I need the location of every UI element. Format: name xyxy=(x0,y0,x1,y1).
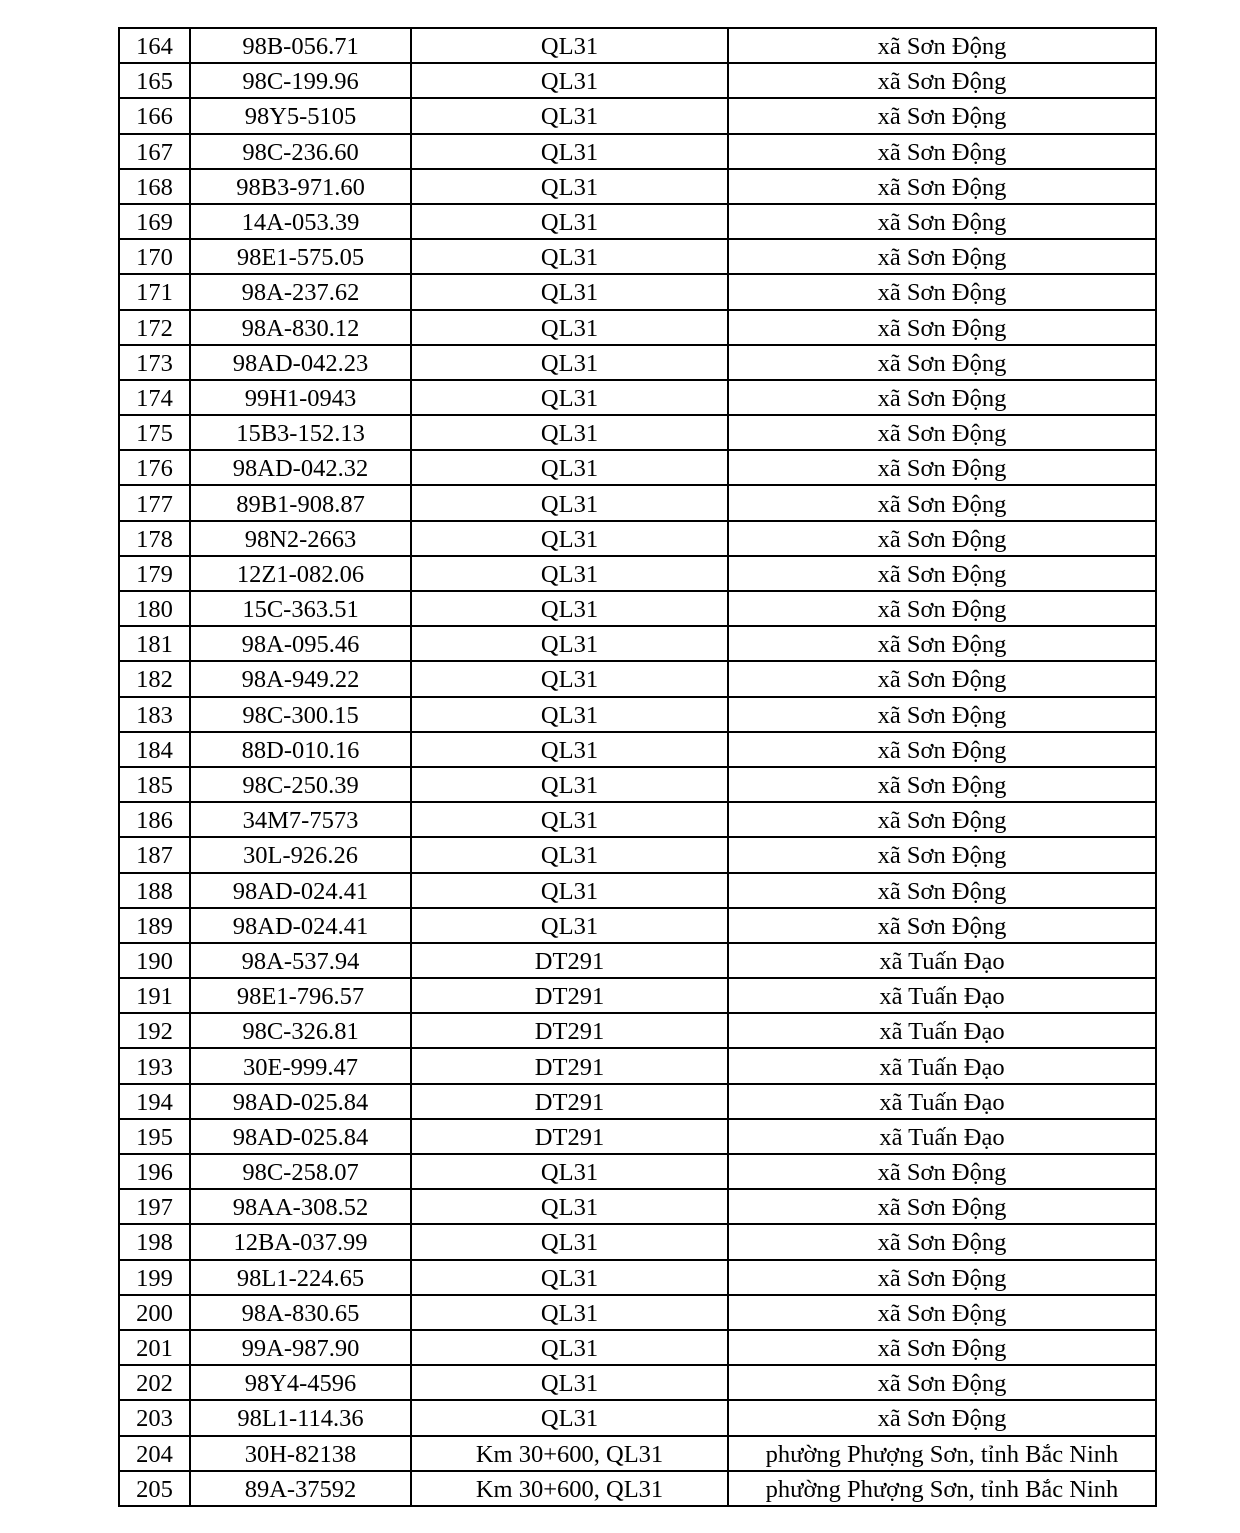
location-cell: xã Sơn Động xyxy=(728,767,1156,802)
location-cell: xã Sơn Động xyxy=(728,802,1156,837)
license-plate-cell: 98L1-114.36 xyxy=(190,1400,411,1435)
location-cell: xã Sơn Động xyxy=(728,873,1156,908)
license-plate-cell: 98A-237.62 xyxy=(190,274,411,309)
row-number-cell: 201 xyxy=(119,1330,190,1365)
table-row xyxy=(119,732,1156,767)
row-number-cell: 176 xyxy=(119,450,190,485)
table-row xyxy=(119,204,1156,239)
location-cell: xã Sơn Động xyxy=(728,626,1156,661)
row-number-cell: 194 xyxy=(119,1084,190,1119)
row-number-cell: 198 xyxy=(119,1224,190,1259)
location-cell: xã Sơn Động xyxy=(728,521,1156,556)
row-number-cell: 164 xyxy=(119,28,190,63)
document-page xyxy=(118,27,1155,1507)
license-plate-cell: 15C-363.51 xyxy=(190,591,411,626)
road-cell: DT291 xyxy=(411,1119,728,1154)
location-cell: xã Sơn Động xyxy=(728,1224,1156,1259)
road-cell: DT291 xyxy=(411,1048,728,1083)
row-number-cell: 182 xyxy=(119,661,190,696)
row-number-cell: 189 xyxy=(119,908,190,943)
row-number-cell: 192 xyxy=(119,1013,190,1048)
table-row xyxy=(119,1013,1156,1048)
row-number-cell: 186 xyxy=(119,802,190,837)
table-row xyxy=(119,1436,1156,1471)
table-row xyxy=(119,1119,1156,1154)
road-cell: QL31 xyxy=(411,1260,728,1295)
road-cell: QL31 xyxy=(411,661,728,696)
row-number-cell: 191 xyxy=(119,978,190,1013)
table-row xyxy=(119,345,1156,380)
row-number-cell: 204 xyxy=(119,1436,190,1471)
row-number-cell: 202 xyxy=(119,1365,190,1400)
license-plate-cell: 89A-37592 xyxy=(190,1471,411,1506)
road-cell: QL31 xyxy=(411,873,728,908)
location-cell: xã Sơn Động xyxy=(728,485,1156,520)
road-cell: QL31 xyxy=(411,802,728,837)
license-plate-cell: 12BA-037.99 xyxy=(190,1224,411,1259)
row-number-cell: 170 xyxy=(119,239,190,274)
license-plate-cell: 98AD-042.23 xyxy=(190,345,411,380)
table-row xyxy=(119,591,1156,626)
row-number-cell: 180 xyxy=(119,591,190,626)
road-cell: QL31 xyxy=(411,274,728,309)
road-cell: QL31 xyxy=(411,837,728,872)
license-plate-cell: 98C-199.96 xyxy=(190,63,411,98)
row-number-cell: 174 xyxy=(119,380,190,415)
road-cell: QL31 xyxy=(411,63,728,98)
table-row xyxy=(119,169,1156,204)
road-cell: QL31 xyxy=(411,521,728,556)
table-row xyxy=(119,943,1156,978)
license-plate-cell: 98B3-971.60 xyxy=(190,169,411,204)
row-number-cell: 205 xyxy=(119,1471,190,1506)
location-cell: xã Sơn Động xyxy=(728,1330,1156,1365)
license-plate-cell: 99A-987.90 xyxy=(190,1330,411,1365)
location-cell: xã Sơn Động xyxy=(728,204,1156,239)
location-cell: xã Sơn Động xyxy=(728,732,1156,767)
license-plate-cell: 98L1-224.65 xyxy=(190,1260,411,1295)
table-row xyxy=(119,98,1156,133)
row-number-cell: 193 xyxy=(119,1048,190,1083)
road-cell: QL31 xyxy=(411,1189,728,1224)
road-cell: DT291 xyxy=(411,943,728,978)
location-cell: phường Phượng Sơn, tỉnh Bắc Ninh xyxy=(728,1471,1156,1506)
location-cell: xã Tuấn Đạo xyxy=(728,1048,1156,1083)
license-plate-cell: 98C-236.60 xyxy=(190,134,411,169)
license-plate-cell: 98A-949.22 xyxy=(190,661,411,696)
table-row xyxy=(119,556,1156,591)
license-plate-cell: 98AA-308.52 xyxy=(190,1189,411,1224)
row-number-cell: 166 xyxy=(119,98,190,133)
location-cell: xã Sơn Động xyxy=(728,1365,1156,1400)
row-number-cell: 184 xyxy=(119,732,190,767)
row-number-cell: 187 xyxy=(119,837,190,872)
location-cell: xã Sơn Động xyxy=(728,1189,1156,1224)
location-cell: xã Sơn Động xyxy=(728,415,1156,450)
license-plate-cell: 30E-999.47 xyxy=(190,1048,411,1083)
row-number-cell: 173 xyxy=(119,345,190,380)
location-cell: xã Sơn Động xyxy=(728,169,1156,204)
row-number-cell: 177 xyxy=(119,485,190,520)
license-plate-cell: 98A-830.65 xyxy=(190,1295,411,1330)
road-cell: Km 30+600, QL31 xyxy=(411,1436,728,1471)
row-number-cell: 185 xyxy=(119,767,190,802)
license-plate-cell: 98AD-024.41 xyxy=(190,908,411,943)
table-row xyxy=(119,1330,1156,1365)
row-number-cell: 181 xyxy=(119,626,190,661)
table-row xyxy=(119,1471,1156,1506)
row-number-cell: 195 xyxy=(119,1119,190,1154)
table-row xyxy=(119,1295,1156,1330)
violation-vehicle-table xyxy=(118,27,1157,1507)
road-cell: QL31 xyxy=(411,485,728,520)
table-row xyxy=(119,521,1156,556)
table-row xyxy=(119,239,1156,274)
road-cell: DT291 xyxy=(411,978,728,1013)
license-plate-cell: 98AD-025.84 xyxy=(190,1119,411,1154)
license-plate-cell: 98A-537.94 xyxy=(190,943,411,978)
location-cell: xã Sơn Động xyxy=(728,661,1156,696)
road-cell: QL31 xyxy=(411,1224,728,1259)
location-cell: xã Tuấn Đạo xyxy=(728,1119,1156,1154)
location-cell: xã Tuấn Đạo xyxy=(728,978,1156,1013)
location-cell: xã Sơn Động xyxy=(728,63,1156,98)
license-plate-cell: 98N2-2663 xyxy=(190,521,411,556)
location-cell: xã Sơn Động xyxy=(728,274,1156,309)
road-cell: QL31 xyxy=(411,1154,728,1189)
table-row xyxy=(119,1189,1156,1224)
location-cell: xã Sơn Động xyxy=(728,697,1156,732)
table-row xyxy=(119,415,1156,450)
road-cell: QL31 xyxy=(411,697,728,732)
road-cell: QL31 xyxy=(411,556,728,591)
table-row xyxy=(119,1365,1156,1400)
table-row xyxy=(119,873,1156,908)
table-row xyxy=(119,767,1156,802)
location-cell: xã Sơn Động xyxy=(728,908,1156,943)
table-row xyxy=(119,450,1156,485)
location-cell: xã Sơn Động xyxy=(728,1400,1156,1435)
license-plate-cell: 98AD-042.32 xyxy=(190,450,411,485)
location-cell: xã Sơn Động xyxy=(728,345,1156,380)
row-number-cell: 200 xyxy=(119,1295,190,1330)
table-row xyxy=(119,802,1156,837)
table-row xyxy=(119,134,1156,169)
license-plate-cell: 98E1-575.05 xyxy=(190,239,411,274)
road-cell: QL31 xyxy=(411,98,728,133)
row-number-cell: 197 xyxy=(119,1189,190,1224)
row-number-cell: 188 xyxy=(119,873,190,908)
row-number-cell: 171 xyxy=(119,274,190,309)
table-row xyxy=(119,485,1156,520)
road-cell: QL31 xyxy=(411,310,728,345)
table-row xyxy=(119,978,1156,1013)
location-cell: xã Tuấn Đạo xyxy=(728,943,1156,978)
location-cell: xã Sơn Động xyxy=(728,310,1156,345)
road-cell: DT291 xyxy=(411,1013,728,1048)
license-plate-cell: 89B1-908.87 xyxy=(190,485,411,520)
location-cell: xã Sơn Động xyxy=(728,591,1156,626)
table-row xyxy=(119,1224,1156,1259)
table-row xyxy=(119,274,1156,309)
road-cell: QL31 xyxy=(411,626,728,661)
location-cell: xã Sơn Động xyxy=(728,1295,1156,1330)
road-cell: QL31 xyxy=(411,28,728,63)
license-plate-cell: 30H-82138 xyxy=(190,1436,411,1471)
location-cell: xã Tuấn Đạo xyxy=(728,1084,1156,1119)
table-row xyxy=(119,697,1156,732)
table-row xyxy=(119,1048,1156,1083)
table-row xyxy=(119,1260,1156,1295)
road-cell: QL31 xyxy=(411,1400,728,1435)
road-cell: QL31 xyxy=(411,380,728,415)
road-cell: QL31 xyxy=(411,450,728,485)
location-cell: xã Sơn Động xyxy=(728,837,1156,872)
table-row xyxy=(119,1400,1156,1435)
license-plate-cell: 15B3-152.13 xyxy=(190,415,411,450)
license-plate-cell: 14A-053.39 xyxy=(190,204,411,239)
location-cell: xã Sơn Động xyxy=(728,98,1156,133)
road-cell: QL31 xyxy=(411,1295,728,1330)
license-plate-cell: 98B-056.71 xyxy=(190,28,411,63)
location-cell: xã Sơn Động xyxy=(728,239,1156,274)
row-number-cell: 168 xyxy=(119,169,190,204)
road-cell: QL31 xyxy=(411,591,728,626)
table-row xyxy=(119,661,1156,696)
table-row xyxy=(119,380,1156,415)
road-cell: QL31 xyxy=(411,732,728,767)
license-plate-cell: 98C-326.81 xyxy=(190,1013,411,1048)
license-plate-cell: 98A-830.12 xyxy=(190,310,411,345)
location-cell: xã Sơn Động xyxy=(728,28,1156,63)
license-plate-cell: 98C-250.39 xyxy=(190,767,411,802)
table-row xyxy=(119,908,1156,943)
location-cell: xã Sơn Động xyxy=(728,450,1156,485)
location-cell: xã Sơn Động xyxy=(728,134,1156,169)
license-plate-cell: 88D-010.16 xyxy=(190,732,411,767)
table-row xyxy=(119,837,1156,872)
table-body xyxy=(119,28,1156,1506)
road-cell: QL31 xyxy=(411,204,728,239)
location-cell: xã Sơn Động xyxy=(728,1154,1156,1189)
location-cell: xã Sơn Động xyxy=(728,380,1156,415)
table-row xyxy=(119,626,1156,661)
table-row xyxy=(119,1084,1156,1119)
location-cell: xã Sơn Động xyxy=(728,1260,1156,1295)
road-cell: QL31 xyxy=(411,345,728,380)
row-number-cell: 178 xyxy=(119,521,190,556)
row-number-cell: 190 xyxy=(119,943,190,978)
location-cell: phường Phượng Sơn, tỉnh Bắc Ninh xyxy=(728,1436,1156,1471)
road-cell: QL31 xyxy=(411,134,728,169)
row-number-cell: 183 xyxy=(119,697,190,732)
license-plate-cell: 12Z1-082.06 xyxy=(190,556,411,591)
license-plate-cell: 98C-258.07 xyxy=(190,1154,411,1189)
license-plate-cell: 98AD-024.41 xyxy=(190,873,411,908)
location-cell: xã Tuấn Đạo xyxy=(728,1013,1156,1048)
license-plate-cell: 98C-300.15 xyxy=(190,697,411,732)
license-plate-cell: 98AD-025.84 xyxy=(190,1084,411,1119)
row-number-cell: 179 xyxy=(119,556,190,591)
row-number-cell: 172 xyxy=(119,310,190,345)
location-cell: xã Sơn Động xyxy=(728,556,1156,591)
road-cell: QL31 xyxy=(411,1330,728,1365)
license-plate-cell: 98Y5-5105 xyxy=(190,98,411,133)
row-number-cell: 169 xyxy=(119,204,190,239)
license-plate-cell: 98A-095.46 xyxy=(190,626,411,661)
table-row xyxy=(119,310,1156,345)
table-row xyxy=(119,28,1156,63)
road-cell: QL31 xyxy=(411,767,728,802)
row-number-cell: 165 xyxy=(119,63,190,98)
road-cell: QL31 xyxy=(411,908,728,943)
license-plate-cell: 99H1-0943 xyxy=(190,380,411,415)
road-cell: DT291 xyxy=(411,1084,728,1119)
row-number-cell: 167 xyxy=(119,134,190,169)
road-cell: Km 30+600, QL31 xyxy=(411,1471,728,1506)
road-cell: QL31 xyxy=(411,239,728,274)
license-plate-cell: 98Y4-4596 xyxy=(190,1365,411,1400)
table-row xyxy=(119,1154,1156,1189)
license-plate-cell: 34M7-7573 xyxy=(190,802,411,837)
road-cell: QL31 xyxy=(411,1365,728,1400)
road-cell: QL31 xyxy=(411,415,728,450)
road-cell: QL31 xyxy=(411,169,728,204)
row-number-cell: 196 xyxy=(119,1154,190,1189)
table-row xyxy=(119,63,1156,98)
row-number-cell: 203 xyxy=(119,1400,190,1435)
row-number-cell: 175 xyxy=(119,415,190,450)
license-plate-cell: 98E1-796.57 xyxy=(190,978,411,1013)
license-plate-cell: 30L-926.26 xyxy=(190,837,411,872)
row-number-cell: 199 xyxy=(119,1260,190,1295)
